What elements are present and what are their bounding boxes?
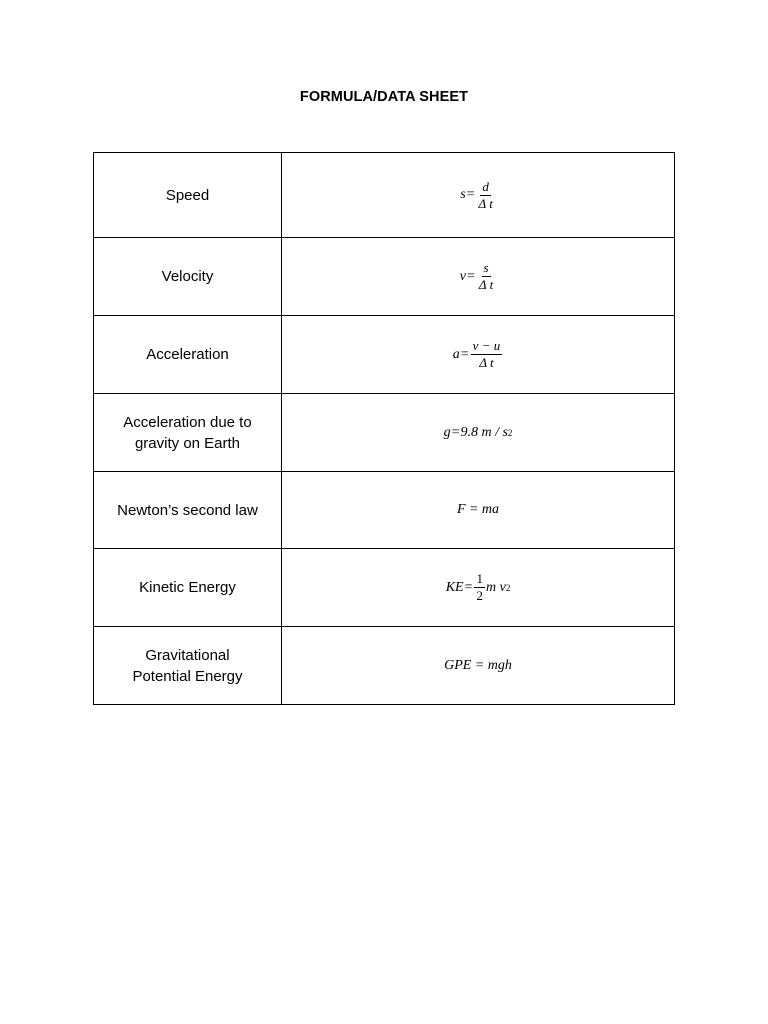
row-formula [282,153,675,238]
formula-equals: = [460,346,469,362]
newton-formula: F = ma [456,502,500,517]
row-formula [282,472,675,549]
table-row [94,472,675,549]
row-label-line: Acceleration due to [123,413,252,431]
fraction-denominator: Δ t [478,277,494,292]
row-label [94,549,282,627]
row-label-text: Newton’s second law [117,501,258,519]
fraction-numerator: 1 [476,571,483,586]
row-formula [282,627,675,705]
table-row [94,627,675,705]
row-formula [282,549,675,627]
formula-equals: = [464,579,473,595]
acceleration-formula [453,339,503,370]
formula-exponent: 2 [507,427,513,438]
table-row [94,549,675,627]
row-label [94,153,282,238]
row-label-text: Velocity [161,268,214,285]
formula-fraction [474,572,485,603]
formula-fraction [471,339,503,370]
table-row [94,394,675,472]
fraction-numerator: v − u [472,338,501,353]
row-formula [282,316,675,394]
formula-table [93,152,675,705]
table-row [94,316,675,394]
fraction-numerator: s [483,260,489,275]
row-label-line: gravity on Earth [134,434,241,452]
row-formula [282,394,675,472]
row-formula [282,238,675,316]
row-label [94,627,282,705]
gravity-formula [444,425,513,441]
row-label-text: Acceleration [146,346,229,363]
formula-fraction [477,261,495,292]
formula-rhs: 9.8 m / s [460,424,508,440]
table-row [94,238,675,316]
row-label [94,472,282,549]
speed-formula [460,180,496,211]
gpe-formula: GPE = mgh [444,657,512,673]
formula-fraction [477,180,495,211]
page-title: FORMULA/DATA SHEET [299,89,469,105]
formula-lhs: g [443,424,451,440]
fraction-denominator: 2 [476,588,483,603]
formula-exponent: 2 [505,582,511,593]
row-label-line: Potential Energy [132,667,243,685]
row-label-line: Gravitational [145,646,230,664]
formula-lhs: a [452,346,460,362]
velocity-formula [460,261,496,292]
kinetic-energy-formula [446,572,511,603]
row-label-text: Kinetic Energy [139,579,236,596]
formula-equals: = [466,187,475,202]
formula-lhs: s [460,187,466,202]
row-label [94,394,282,472]
row-label [94,238,282,316]
fraction-numerator: d [482,178,489,194]
fraction-denominator: Δ t [478,195,493,211]
formula-rhs: m v [485,579,506,595]
formula-equals: = [467,268,475,284]
formula-equals: = [451,424,460,440]
row-label [94,316,282,394]
table-row [94,153,675,238]
row-label-text: Speed [165,186,210,204]
formula-lhs: v [459,268,467,284]
fraction-denominator: Δ t [479,355,494,370]
formula-lhs: KE [445,579,464,595]
